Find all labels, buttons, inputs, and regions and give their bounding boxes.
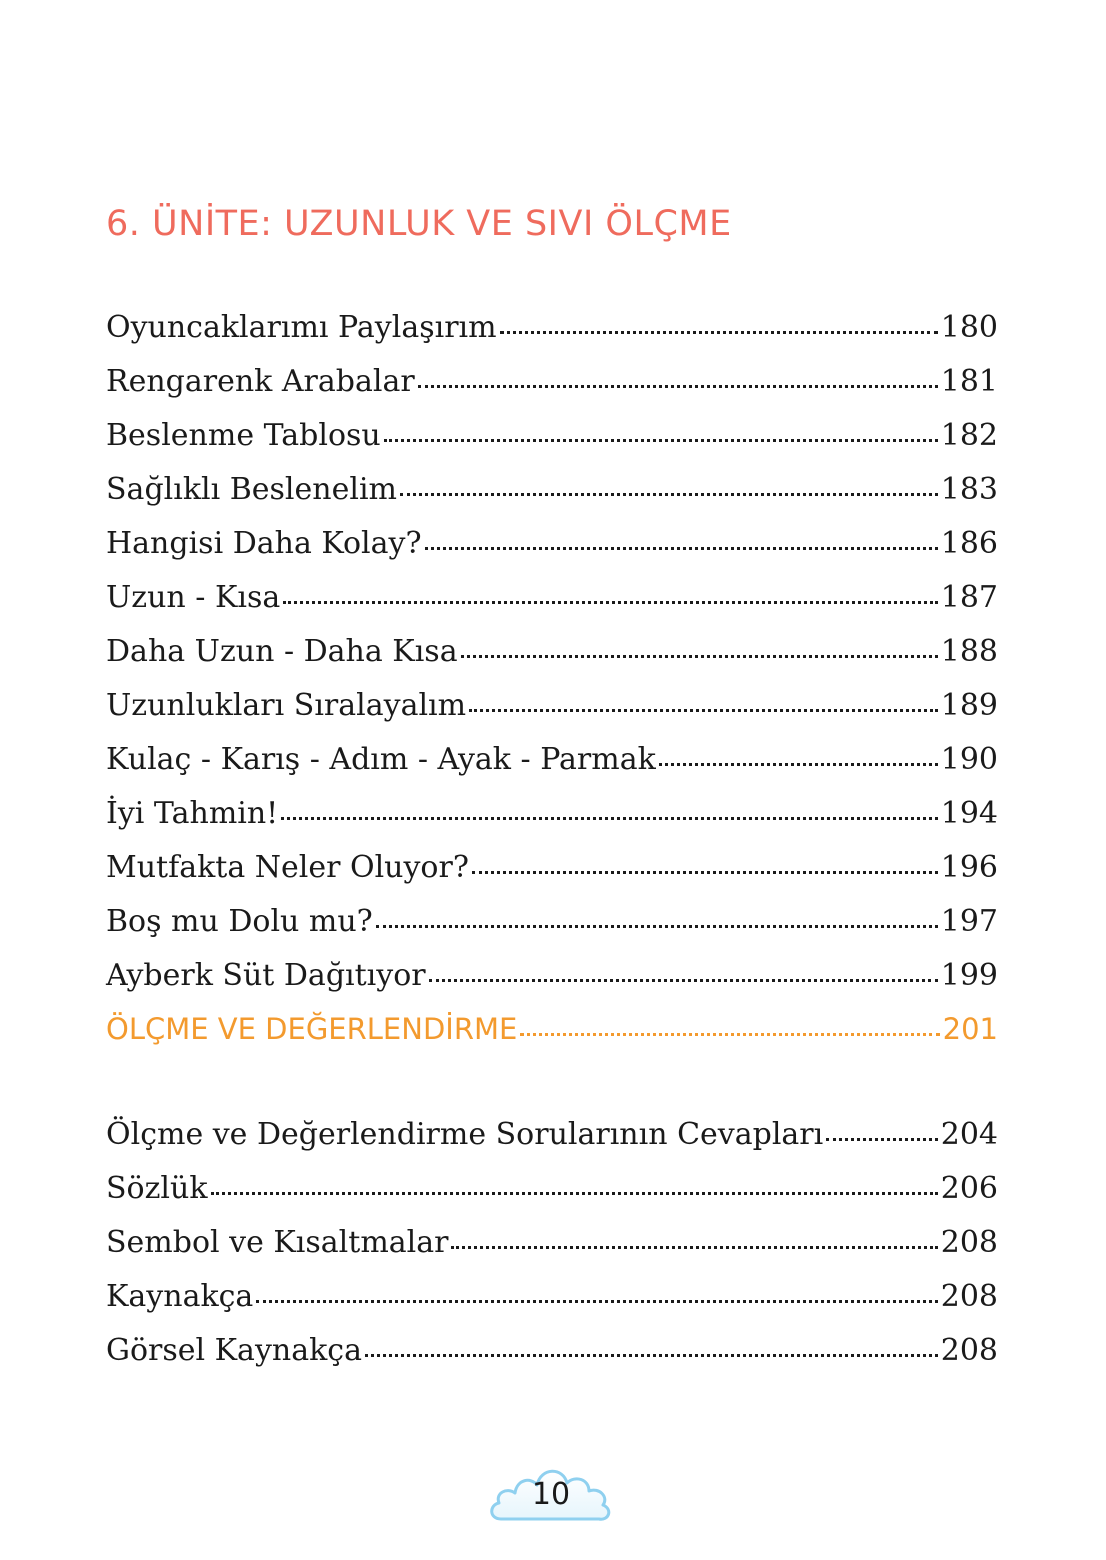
- toc-entry[interactable]: [106, 850, 998, 904]
- toc-entry-page: 188: [940, 634, 998, 669]
- toc-dot-leader: [472, 871, 938, 874]
- toc-dot-leader: [256, 1300, 937, 1303]
- toc-entry-page: 190: [940, 742, 998, 777]
- page-number-badge: [487, 1455, 615, 1525]
- toc-entry-page: 180: [940, 310, 998, 345]
- toc-entry-page: 183: [940, 472, 998, 507]
- toc-entry-label: Boş mu Dolu mu?: [106, 904, 373, 939]
- toc-entry-label: İyi Tahmin!: [106, 796, 279, 831]
- toc-entry-page: 182: [940, 418, 998, 453]
- toc-entry-page: 201: [942, 1012, 998, 1046]
- toc-entry-label: Ayberk Süt Dağıtıyor: [106, 958, 426, 993]
- toc-dot-leader: [520, 1033, 939, 1036]
- toc-entry-label: Sözlük: [106, 1171, 208, 1206]
- toc-entry-page: 208: [940, 1333, 998, 1368]
- toc-dot-leader: [469, 709, 938, 712]
- toc-entry-label: Kaynakça: [106, 1279, 254, 1314]
- toc-entry-assessment[interactable]: [106, 1012, 998, 1066]
- page-number: 10: [531, 1477, 571, 1512]
- toc-entry[interactable]: [106, 796, 998, 850]
- toc-entry-label: Uzun - Kısa: [106, 580, 281, 615]
- toc-entry-label: Rengarenk Arabalar: [106, 364, 415, 399]
- unit-title: 6. ÜNİTE: UZUNLUK VE SIVI ÖLÇME: [106, 204, 732, 244]
- toc-dot-leader: [376, 925, 938, 928]
- toc-dot-leader: [461, 655, 938, 658]
- toc-entry[interactable]: [106, 418, 998, 472]
- toc-entry[interactable]: [106, 580, 998, 634]
- toc-entry-label: Görsel Kaynakça: [106, 1333, 362, 1368]
- toc-entry[interactable]: [106, 1117, 998, 1171]
- toc-appendix-list: [106, 1117, 998, 1387]
- toc-entry-page: 204: [940, 1117, 998, 1152]
- toc-entry[interactable]: [106, 634, 998, 688]
- toc-entry-page: 197: [940, 904, 998, 939]
- toc-dot-leader: [418, 385, 938, 388]
- toc-dot-leader: [500, 331, 938, 334]
- toc-entry-label: Ölçme ve Değerlendirme Sorularının Cevapları: [106, 1117, 824, 1152]
- toc-dot-leader: [425, 547, 938, 550]
- toc-entry[interactable]: [106, 364, 998, 418]
- toc-entry[interactable]: [106, 310, 998, 364]
- toc-entry-page: 206: [940, 1171, 998, 1206]
- toc-dot-leader: [451, 1246, 937, 1249]
- toc-dot-leader: [826, 1138, 937, 1141]
- toc-dot-leader: [659, 763, 938, 766]
- toc-entry[interactable]: [106, 1171, 998, 1225]
- toc-entry-page: 196: [940, 850, 998, 885]
- toc-entry-page: 194: [940, 796, 998, 831]
- toc-entry-label: Hangisi Daha Kolay?: [106, 526, 422, 561]
- toc-entry-label: Daha Uzun - Daha Kısa: [106, 634, 458, 669]
- toc-entry[interactable]: [106, 526, 998, 580]
- toc-entry-page: 181: [940, 364, 998, 399]
- toc-entry[interactable]: [106, 1279, 998, 1333]
- toc-entry[interactable]: [106, 1225, 998, 1279]
- toc-dot-leader: [365, 1354, 938, 1357]
- toc-dot-leader: [400, 493, 938, 496]
- toc-entry[interactable]: [106, 904, 998, 958]
- toc-entry-page: 208: [940, 1279, 998, 1314]
- toc-dot-leader: [283, 601, 938, 604]
- toc-entry-page: 189: [940, 688, 998, 723]
- toc-entry-page: 208: [940, 1225, 998, 1260]
- toc-entry-label: Mutfakta Neler Oluyor?: [106, 850, 469, 885]
- toc-entry-page: 199: [940, 958, 998, 993]
- toc-entry[interactable]: [106, 958, 998, 1012]
- toc-main-list: [106, 310, 998, 1066]
- toc-entry-label: Kulaç - Karış - Adım - Ayak - Parmak: [106, 742, 656, 777]
- toc-entry[interactable]: [106, 472, 998, 526]
- toc-entry[interactable]: [106, 688, 998, 742]
- toc-entry-label: Oyuncaklarımı Paylaşırım: [106, 310, 497, 345]
- toc-dot-leader: [384, 439, 938, 442]
- toc-entry-label: Uzunlukları Sıralayalım: [106, 688, 467, 723]
- toc-entry-page: 186: [940, 526, 998, 561]
- toc-dot-leader: [281, 817, 937, 820]
- toc-entry-label: Sembol ve Kısaltmalar: [106, 1225, 449, 1260]
- toc-entry-label: ÖLÇME VE DEĞERLENDİRME: [106, 1012, 518, 1046]
- toc-entry[interactable]: [106, 742, 998, 796]
- toc-entry[interactable]: [106, 1333, 998, 1387]
- toc-entry-label: Sağlıklı Beslenelim: [106, 472, 397, 507]
- toc-dot-leader: [211, 1192, 938, 1195]
- toc-dot-leader: [429, 979, 938, 982]
- toc-entry-label: Beslenme Tablosu: [106, 418, 381, 453]
- toc-entry-page: 187: [940, 580, 998, 615]
